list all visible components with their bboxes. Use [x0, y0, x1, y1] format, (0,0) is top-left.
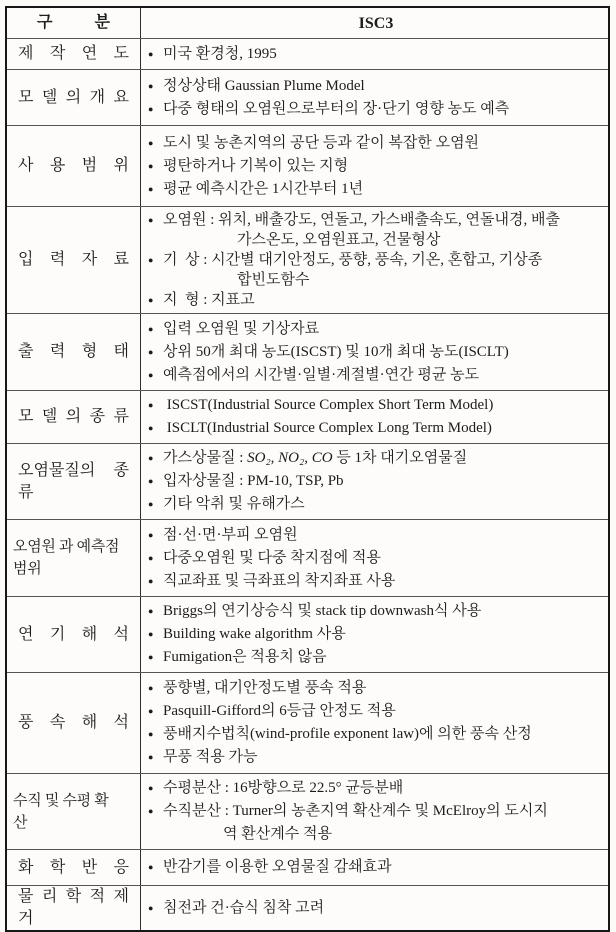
list-item — [148, 290, 604, 310]
row-label-line1: 수직 및 수평 확 — [13, 792, 109, 809]
list-item — [148, 723, 604, 746]
item-text: 미국 환경청, 1995 — [163, 45, 277, 62]
bullet-icon: ● — [148, 103, 154, 114]
list-item — [148, 493, 604, 516]
list-item — [148, 646, 604, 669]
list-item-continuation — [148, 823, 604, 846]
list-item — [148, 75, 604, 98]
model-column-header-cell — [141, 8, 608, 38]
item-text: ISCST(Industrial Source Complex Short Term Model) — [163, 397, 494, 413]
item-text: 상위 50개 최대 농도(ISCST) 및 10개 최대 농도(ISCLT) — [163, 343, 509, 360]
table-row — [7, 313, 608, 390]
item-text: 점·선·면·부피 오염원 — [163, 526, 298, 543]
item-text: 가스온도, 오염원표고, 건물형상 — [237, 232, 441, 248]
list-item — [148, 856, 604, 879]
table-row — [7, 849, 608, 885]
list-item — [148, 155, 604, 178]
row-label: 사 용 범 위 — [18, 157, 129, 174]
item-text: 입력 오염원 및 기상자료 — [163, 320, 320, 337]
table-header-row — [7, 8, 608, 38]
list-item — [148, 470, 604, 493]
item-text: 침전과 건·습식 침착 고려 — [163, 899, 325, 916]
bullet-icon: ● — [148, 752, 154, 762]
list-item — [148, 394, 604, 417]
table-row — [7, 519, 608, 596]
list-item — [148, 210, 604, 230]
model-column-header: ISC3 — [358, 14, 394, 32]
table-row — [7, 596, 608, 672]
list-item — [148, 364, 604, 387]
row-label: 모 델 의 종 류 — [18, 408, 129, 425]
category-column-header-cell — [7, 8, 141, 38]
item-text: 합빈도함수 — [237, 272, 310, 288]
list-item — [148, 547, 604, 570]
bullet-icon: ● — [148, 183, 154, 194]
item-text: 역 환산계수 적용 — [223, 826, 332, 842]
bullet-icon: ● — [148, 606, 154, 616]
table-row — [7, 672, 608, 773]
list-item-continuation — [148, 230, 604, 250]
row-label: 화 학 반 응 — [18, 858, 129, 876]
row-label: 출 력 형 태 — [18, 343, 129, 360]
list-item — [148, 777, 604, 800]
bullet-icon: ● — [148, 255, 154, 265]
list-item — [148, 524, 604, 547]
bullet-icon: ● — [148, 346, 154, 357]
list-item — [148, 341, 604, 364]
item-text: 도시 및 농촌지역의 공단 등과 같이 복잡한 오염원 — [163, 134, 480, 151]
bullet-icon: ● — [148, 499, 154, 509]
bullet-icon: ● — [148, 137, 154, 148]
bullet-icon: ● — [148, 295, 154, 305]
row-label-line2: 범위 — [13, 561, 42, 577]
bullet-icon: ● — [148, 575, 154, 586]
row-label-line1: 오염원 과 예측점 — [13, 539, 120, 555]
bullet-icon: ● — [148, 706, 154, 716]
bullet-icon: ● — [148, 783, 154, 793]
item-text: 입자상물질 : PM-10, TSP, Pb — [163, 473, 344, 489]
table-row — [7, 206, 608, 313]
bullet-icon: ● — [148, 400, 154, 410]
list-item — [148, 318, 604, 341]
list-item — [148, 178, 604, 201]
row-label: 물 리 학 적 제 거 — [18, 888, 129, 927]
list-item — [148, 250, 604, 270]
bullet-icon: ● — [148, 423, 154, 433]
item-text-suffix: 등 1차 대기오염물질 — [332, 450, 468, 466]
row-label: 연 기 해 석 — [18, 625, 129, 643]
item-text: 지 형 : 지표고 — [163, 292, 255, 308]
table-row — [7, 390, 608, 443]
item-text: Briggs의 연기상승식 및 stack tip downwash식 사용 — [163, 603, 482, 619]
table-row — [7, 773, 608, 849]
list-item — [148, 600, 604, 623]
table-row — [7, 38, 608, 69]
list-item — [148, 700, 604, 723]
item-text: 다중오염원 및 다중 착지점에 적용 — [163, 549, 381, 566]
chemical-formulas: SO₂, NO₂, CO — [247, 450, 333, 466]
bullet-icon: ● — [148, 729, 154, 739]
bullet-icon: ● — [148, 629, 154, 639]
item-text: Building wake algorithm 사용 — [163, 626, 346, 642]
item-text: 정상상태 Gaussian Plume Model — [163, 77, 365, 94]
isc3-spec-table — [5, 6, 610, 932]
item-text: 예측점에서의 시간별·일별·계절별·연간 평균 농도 — [163, 366, 480, 383]
item-text: 직교좌표 및 극좌표의 착지좌표 사용 — [163, 572, 396, 589]
bullet-icon: ● — [148, 369, 154, 380]
item-text: Pasquill-Gifford의 6등급 안정도 적용 — [163, 703, 396, 719]
item-text: 기 상 : 시간별 대기안정도, 풍향, 풍속, 기온, 혼합고, 기상종 — [163, 252, 543, 268]
bullet-icon: ● — [148, 323, 154, 334]
list-item — [148, 447, 604, 470]
bullet-icon: ● — [148, 552, 154, 563]
bullet-icon: ● — [148, 683, 154, 693]
bullet-icon: ● — [148, 215, 154, 225]
item-text: Fumigation은 적용치 않음 — [163, 649, 327, 665]
list-item — [148, 897, 604, 920]
item-text: 수직분산 : Turner의 농촌지역 확산계수 및 McElroy의 도시지 — [163, 803, 548, 819]
bullet-icon: ● — [148, 652, 154, 662]
bullet-icon: ● — [148, 529, 154, 540]
item-text: 평균 예측시간은 1시간부터 1년 — [163, 180, 364, 197]
row-label: 입 력 자 료 — [18, 251, 129, 268]
bullet-icon: ● — [148, 902, 154, 913]
row-label: 제 작 연 도 — [18, 45, 129, 62]
item-text: 풍배지수법칙(wind-profile exponent law)에 의한 풍속 산정 — [163, 726, 532, 742]
bullet-icon: ● — [148, 453, 154, 463]
list-item — [148, 677, 604, 700]
list-item — [148, 98, 604, 121]
bullet-icon: ● — [148, 862, 154, 872]
item-text — [163, 447, 467, 470]
item-text: 평탄하거나 기복이 있는 지형 — [163, 157, 349, 174]
list-item — [148, 570, 604, 593]
category-column-header: 구 분 — [37, 14, 110, 31]
list-item — [148, 132, 604, 155]
row-label: 모 델 의 개 요 — [18, 88, 129, 106]
list-item-continuation — [148, 270, 604, 290]
item-text: 무풍 적용 가능 — [163, 749, 258, 765]
list-item — [148, 43, 604, 66]
table-row — [7, 125, 608, 206]
item-text: 반감기를 이용한 오염물질 감쇄효과 — [163, 859, 392, 875]
bullet-icon: ● — [148, 476, 154, 486]
bullet-icon: ● — [148, 160, 154, 171]
item-text: 기타 악취 및 유해가스 — [163, 496, 305, 512]
list-item — [148, 746, 604, 769]
bullet-icon: ● — [148, 48, 154, 59]
item-text-prefix: 가스상물질 : — [163, 450, 248, 466]
item-text: 풍향별, 대기안정도별 풍속 적용 — [163, 680, 367, 696]
bullet-icon: ● — [148, 806, 154, 816]
list-item — [148, 623, 604, 646]
item-text: 수평분산 : 16방향으로 22.5° 균등분배 — [163, 780, 404, 796]
list-item — [148, 800, 604, 823]
table-row — [7, 885, 608, 930]
item-text: ISCLT(Industrial Source Complex Long Term Model) — [163, 420, 492, 436]
row-label: 오염물질의 종류 — [18, 461, 129, 501]
item-text: 다중 형태의 오염원으로부터의 장·단기 영향 농도 예측 — [163, 100, 510, 117]
list-item — [148, 417, 604, 440]
table-row — [7, 69, 608, 125]
row-label-line2: 산 — [13, 814, 28, 831]
bullet-icon: ● — [148, 80, 154, 91]
row-label: 풍 속 해 석 — [18, 714, 129, 731]
table-row — [7, 443, 608, 519]
item-text: 오염원 : 위치, 배출강도, 연돌고, 가스배출속도, 연돌내경, 배출 — [163, 212, 560, 228]
